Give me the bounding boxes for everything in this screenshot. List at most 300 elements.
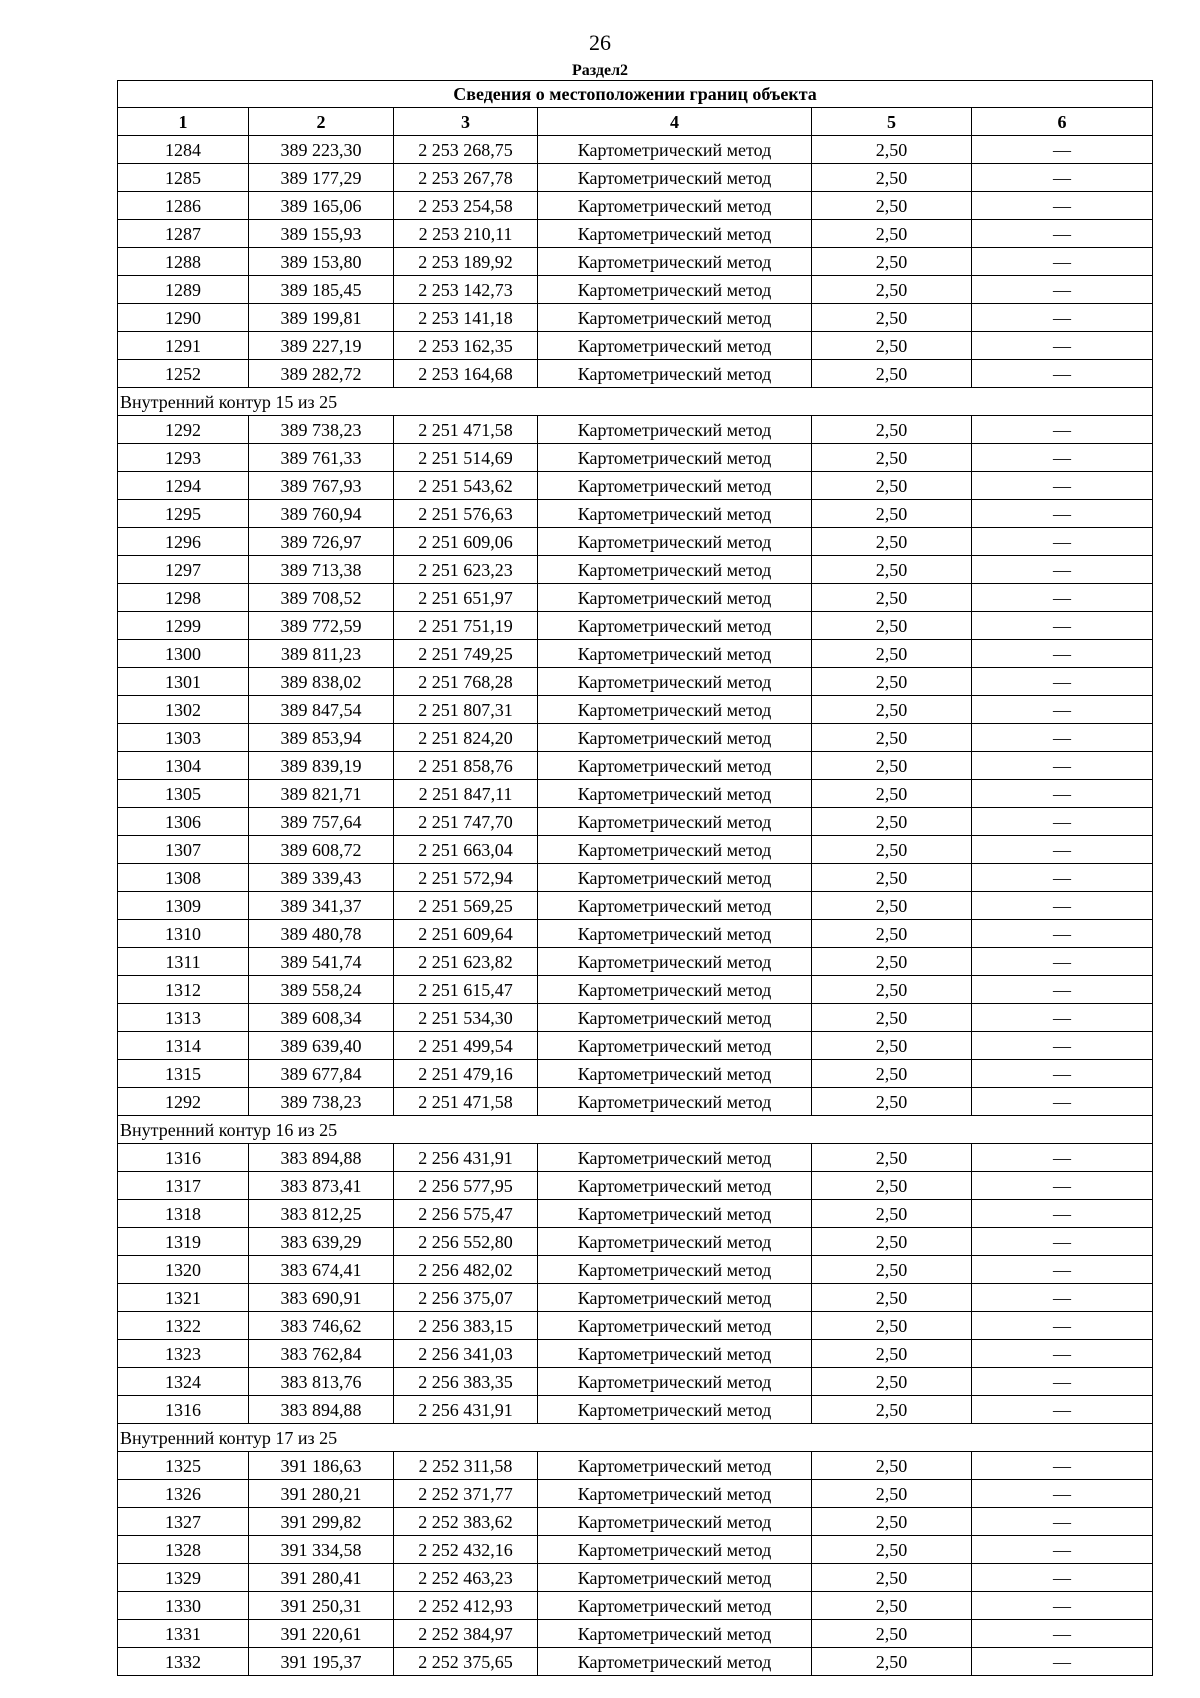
x-coordinate-cell: 389 757,64 — [249, 808, 394, 836]
x-coordinate-cell: 389 227,19 — [249, 332, 394, 360]
y-coordinate-cell: 2 253 254,58 — [394, 192, 538, 220]
accuracy-cell: 2,50 — [812, 136, 972, 164]
table-row — [118, 1256, 1153, 1284]
table-row — [118, 1564, 1153, 1592]
x-coordinate-cell: 383 813,76 — [249, 1368, 394, 1396]
point-number-cell: 1303 — [118, 724, 249, 752]
table-row — [118, 276, 1153, 304]
y-coordinate-cell: 2 252 463,23 — [394, 1564, 538, 1592]
x-coordinate-cell: 389 155,93 — [249, 220, 394, 248]
y-coordinate-cell: 2 251 623,23 — [394, 556, 538, 584]
description-cell: — — [972, 1144, 1153, 1172]
y-coordinate-cell: 2 251 471,58 — [394, 416, 538, 444]
x-coordinate-cell: 391 250,31 — [249, 1592, 394, 1620]
y-coordinate-cell: 2 251 747,70 — [394, 808, 538, 836]
point-number-cell: 1299 — [118, 612, 249, 640]
point-number-cell: 1300 — [118, 640, 249, 668]
boundary-table — [117, 80, 1153, 1676]
table-row — [118, 668, 1153, 696]
table-row — [118, 332, 1153, 360]
y-coordinate-cell: 2 256 341,03 — [394, 1340, 538, 1368]
y-coordinate-cell: 2 251 609,64 — [394, 920, 538, 948]
column-number: 1 — [118, 108, 249, 136]
y-coordinate-cell: 2 253 142,73 — [394, 276, 538, 304]
accuracy-cell: 2,50 — [812, 304, 972, 332]
method-cell: Картометрический метод — [538, 1340, 812, 1368]
method-cell: Картометрический метод — [538, 472, 812, 500]
method-cell: Картометрический метод — [538, 1032, 812, 1060]
accuracy-cell: 2,50 — [812, 276, 972, 304]
method-cell: Картометрический метод — [538, 1088, 812, 1116]
point-number-cell: 1329 — [118, 1564, 249, 1592]
accuracy-cell: 2,50 — [812, 808, 972, 836]
accuracy-cell: 2,50 — [812, 780, 972, 808]
method-cell: Картометрический метод — [538, 136, 812, 164]
accuracy-cell: 2,50 — [812, 640, 972, 668]
point-number-cell: 1316 — [118, 1144, 249, 1172]
accuracy-cell: 2,50 — [812, 1144, 972, 1172]
accuracy-cell: 2,50 — [812, 1200, 972, 1228]
table-caption: Сведения о местоположении границ объекта — [118, 81, 1153, 108]
description-cell: — — [972, 304, 1153, 332]
table-row — [118, 1396, 1153, 1424]
method-cell: Картометрический метод — [538, 1620, 812, 1648]
point-number-cell: 1308 — [118, 864, 249, 892]
x-coordinate-cell: 389 761,33 — [249, 444, 394, 472]
accuracy-cell: 2,50 — [812, 444, 972, 472]
method-cell: Картометрический метод — [538, 780, 812, 808]
description-cell: — — [972, 1088, 1153, 1116]
accuracy-cell: 2,50 — [812, 668, 972, 696]
x-coordinate-cell: 383 894,88 — [249, 1396, 394, 1424]
y-coordinate-cell: 2 251 615,47 — [394, 976, 538, 1004]
description-cell: — — [972, 1620, 1153, 1648]
x-coordinate-cell: 391 195,37 — [249, 1648, 394, 1676]
table-row — [118, 1508, 1153, 1536]
accuracy-cell: 2,50 — [812, 500, 972, 528]
x-coordinate-cell: 389 165,06 — [249, 192, 394, 220]
y-coordinate-cell: 2 251 858,76 — [394, 752, 538, 780]
description-cell: — — [972, 1648, 1153, 1676]
accuracy-cell: 2,50 — [812, 472, 972, 500]
table-row — [118, 248, 1153, 276]
point-number-cell: 1285 — [118, 164, 249, 192]
column-number: 6 — [972, 108, 1153, 136]
method-cell: Картометрический метод — [538, 1004, 812, 1032]
table-row — [118, 976, 1153, 1004]
y-coordinate-cell: 2 252 432,16 — [394, 1536, 538, 1564]
x-coordinate-cell: 383 894,88 — [249, 1144, 394, 1172]
point-number-cell: 1302 — [118, 696, 249, 724]
point-number-cell: 1328 — [118, 1536, 249, 1564]
method-cell: Картометрический метод — [538, 360, 812, 388]
point-number-cell: 1286 — [118, 192, 249, 220]
table-row — [118, 1592, 1153, 1620]
point-number-cell: 1292 — [118, 416, 249, 444]
x-coordinate-cell: 391 220,61 — [249, 1620, 394, 1648]
y-coordinate-cell: 2 251 768,28 — [394, 668, 538, 696]
method-cell: Картометрический метод — [538, 248, 812, 276]
accuracy-cell: 2,50 — [812, 864, 972, 892]
description-cell: — — [972, 1480, 1153, 1508]
accuracy-cell: 2,50 — [812, 1004, 972, 1032]
point-number-cell: 1305 — [118, 780, 249, 808]
point-number-cell: 1297 — [118, 556, 249, 584]
y-coordinate-cell: 2 251 479,16 — [394, 1060, 538, 1088]
x-coordinate-cell: 389 608,34 — [249, 1004, 394, 1032]
y-coordinate-cell: 2 251 572,94 — [394, 864, 538, 892]
x-coordinate-cell: 383 690,91 — [249, 1284, 394, 1312]
accuracy-cell: 2,50 — [812, 976, 972, 1004]
description-cell: — — [972, 892, 1153, 920]
accuracy-cell: 2,50 — [812, 724, 972, 752]
y-coordinate-cell: 2 251 824,20 — [394, 724, 538, 752]
method-cell: Картометрический метод — [538, 752, 812, 780]
table-row — [118, 892, 1153, 920]
accuracy-cell: 2,50 — [812, 1172, 972, 1200]
y-coordinate-cell: 2 251 576,63 — [394, 500, 538, 528]
table-row — [118, 584, 1153, 612]
point-number-cell: 1292 — [118, 1088, 249, 1116]
x-coordinate-cell: 389 541,74 — [249, 948, 394, 976]
point-number-cell: 1289 — [118, 276, 249, 304]
method-cell: Картометрический метод — [538, 1564, 812, 1592]
point-number-cell: 1332 — [118, 1648, 249, 1676]
method-cell: Картометрический метод — [538, 724, 812, 752]
y-coordinate-cell: 2 251 471,58 — [394, 1088, 538, 1116]
table-row — [118, 1144, 1153, 1172]
table-row — [118, 1368, 1153, 1396]
x-coordinate-cell: 391 280,41 — [249, 1564, 394, 1592]
table-caption-row — [118, 81, 1153, 108]
column-number: 5 — [812, 108, 972, 136]
column-number: 3 — [394, 108, 538, 136]
y-coordinate-cell: 2 252 371,77 — [394, 1480, 538, 1508]
method-cell: Картометрический метод — [538, 920, 812, 948]
point-number-cell: 1322 — [118, 1312, 249, 1340]
method-cell: Картометрический метод — [538, 976, 812, 1004]
table-row — [118, 1452, 1153, 1480]
point-number-cell: 1320 — [118, 1256, 249, 1284]
method-cell: Картометрический метод — [538, 1312, 812, 1340]
point-number-cell: 1288 — [118, 248, 249, 276]
description-cell: — — [972, 1200, 1153, 1228]
y-coordinate-cell: 2 251 569,25 — [394, 892, 538, 920]
method-cell: Картометрический метод — [538, 1200, 812, 1228]
point-number-cell: 1252 — [118, 360, 249, 388]
description-cell: — — [972, 1592, 1153, 1620]
accuracy-cell: 2,50 — [812, 1592, 972, 1620]
accuracy-cell: 2,50 — [812, 1452, 972, 1480]
description-cell: — — [972, 248, 1153, 276]
accuracy-cell: 2,50 — [812, 164, 972, 192]
x-coordinate-cell: 391 186,63 — [249, 1452, 394, 1480]
accuracy-cell: 2,50 — [812, 1508, 972, 1536]
description-cell: — — [972, 864, 1153, 892]
x-coordinate-cell: 389 177,29 — [249, 164, 394, 192]
table-row — [118, 1088, 1153, 1116]
description-cell: — — [972, 808, 1153, 836]
description-cell: — — [972, 780, 1153, 808]
x-coordinate-cell: 389 738,23 — [249, 416, 394, 444]
description-cell: — — [972, 1256, 1153, 1284]
column-number: 4 — [538, 108, 812, 136]
accuracy-cell: 2,50 — [812, 528, 972, 556]
accuracy-cell: 2,50 — [812, 416, 972, 444]
y-coordinate-cell: 2 256 383,35 — [394, 1368, 538, 1396]
x-coordinate-cell: 383 812,25 — [249, 1200, 394, 1228]
x-coordinate-cell: 389 639,40 — [249, 1032, 394, 1060]
description-cell: — — [972, 640, 1153, 668]
description-cell: — — [972, 1340, 1153, 1368]
point-number-cell: 1301 — [118, 668, 249, 696]
x-coordinate-cell: 389 199,81 — [249, 304, 394, 332]
y-coordinate-cell: 2 252 311,58 — [394, 1452, 538, 1480]
description-cell: — — [972, 444, 1153, 472]
table-row — [118, 1284, 1153, 1312]
point-number-cell: 1324 — [118, 1368, 249, 1396]
y-coordinate-cell: 2 251 751,19 — [394, 612, 538, 640]
y-coordinate-cell: 2 253 162,35 — [394, 332, 538, 360]
point-number-cell: 1318 — [118, 1200, 249, 1228]
point-number-cell: 1306 — [118, 808, 249, 836]
accuracy-cell: 2,50 — [812, 584, 972, 612]
description-cell: — — [972, 976, 1153, 1004]
description-cell: — — [972, 220, 1153, 248]
description-cell: — — [972, 1312, 1153, 1340]
point-number-cell: 1304 — [118, 752, 249, 780]
x-coordinate-cell: 389 480,78 — [249, 920, 394, 948]
y-coordinate-cell: 2 251 623,82 — [394, 948, 538, 976]
point-number-cell: 1317 — [118, 1172, 249, 1200]
y-coordinate-cell: 2 253 268,75 — [394, 136, 538, 164]
method-cell: Картометрический метод — [538, 444, 812, 472]
accuracy-cell: 2,50 — [812, 248, 972, 276]
table-row — [118, 864, 1153, 892]
point-number-cell: 1323 — [118, 1340, 249, 1368]
description-cell: — — [972, 332, 1153, 360]
method-cell: Картометрический метод — [538, 416, 812, 444]
accuracy-cell: 2,50 — [812, 1480, 972, 1508]
y-coordinate-cell: 2 256 431,91 — [394, 1144, 538, 1172]
x-coordinate-cell: 389 339,43 — [249, 864, 394, 892]
table-row — [118, 724, 1153, 752]
accuracy-cell: 2,50 — [812, 1060, 972, 1088]
accuracy-cell: 2,50 — [812, 836, 972, 864]
description-cell: — — [972, 1032, 1153, 1060]
table-row — [118, 1004, 1153, 1032]
description-cell: — — [972, 1368, 1153, 1396]
table-row — [118, 808, 1153, 836]
column-number-row — [118, 108, 1153, 136]
point-number-cell: 1314 — [118, 1032, 249, 1060]
x-coordinate-cell: 389 282,72 — [249, 360, 394, 388]
description-cell: — — [972, 696, 1153, 724]
method-cell: Картометрический метод — [538, 1060, 812, 1088]
point-number-cell: 1291 — [118, 332, 249, 360]
accuracy-cell: 2,50 — [812, 1312, 972, 1340]
table-row — [118, 780, 1153, 808]
point-number-cell: 1327 — [118, 1508, 249, 1536]
accuracy-cell: 2,50 — [812, 332, 972, 360]
description-cell: — — [972, 724, 1153, 752]
table-row — [118, 136, 1153, 164]
method-cell: Картометрический метод — [538, 164, 812, 192]
y-coordinate-cell: 2 256 577,95 — [394, 1172, 538, 1200]
method-cell: Картометрический метод — [538, 528, 812, 556]
table-row — [118, 1060, 1153, 1088]
point-number-cell: 1312 — [118, 976, 249, 1004]
description-cell: — — [972, 416, 1153, 444]
method-cell: Картометрический метод — [538, 892, 812, 920]
point-number-cell: 1310 — [118, 920, 249, 948]
point-number-cell: 1319 — [118, 1228, 249, 1256]
method-cell: Картометрический метод — [538, 696, 812, 724]
x-coordinate-cell: 391 280,21 — [249, 1480, 394, 1508]
x-coordinate-cell: 389 853,94 — [249, 724, 394, 752]
table-row — [118, 528, 1153, 556]
contour-header-row — [118, 1116, 1153, 1144]
y-coordinate-cell: 2 251 749,25 — [394, 640, 538, 668]
accuracy-cell: 2,50 — [812, 612, 972, 640]
table-row — [118, 836, 1153, 864]
description-cell: — — [972, 164, 1153, 192]
method-cell: Картометрический метод — [538, 1368, 812, 1396]
method-cell: Картометрический метод — [538, 1172, 812, 1200]
method-cell: Картометрический метод — [538, 1592, 812, 1620]
table-row — [118, 444, 1153, 472]
x-coordinate-cell: 389 772,59 — [249, 612, 394, 640]
table-row — [118, 1228, 1153, 1256]
x-coordinate-cell: 383 746,62 — [249, 1312, 394, 1340]
x-coordinate-cell: 383 873,41 — [249, 1172, 394, 1200]
y-coordinate-cell: 2 252 412,93 — [394, 1592, 538, 1620]
accuracy-cell: 2,50 — [812, 1396, 972, 1424]
y-coordinate-cell: 2 251 847,11 — [394, 780, 538, 808]
accuracy-cell: 2,50 — [812, 1284, 972, 1312]
y-coordinate-cell: 2 252 384,97 — [394, 1620, 538, 1648]
description-cell: — — [972, 556, 1153, 584]
x-coordinate-cell: 389 713,38 — [249, 556, 394, 584]
y-coordinate-cell: 2 251 514,69 — [394, 444, 538, 472]
method-cell: Картометрический метод — [538, 1396, 812, 1424]
table-row — [118, 472, 1153, 500]
method-cell: Картометрический метод — [538, 1452, 812, 1480]
table-row — [118, 1172, 1153, 1200]
table-row — [118, 304, 1153, 332]
point-number-cell: 1296 — [118, 528, 249, 556]
y-coordinate-cell: 2 251 609,06 — [394, 528, 538, 556]
y-coordinate-cell: 2 251 543,62 — [394, 472, 538, 500]
method-cell: Картометрический метод — [538, 640, 812, 668]
description-cell: — — [972, 752, 1153, 780]
description-cell: — — [972, 1508, 1153, 1536]
x-coordinate-cell: 389 153,80 — [249, 248, 394, 276]
table-row — [118, 192, 1153, 220]
method-cell: Картометрический метод — [538, 668, 812, 696]
description-cell: — — [972, 192, 1153, 220]
x-coordinate-cell: 389 821,71 — [249, 780, 394, 808]
section-title: Раздел2 — [571, 62, 629, 79]
point-number-cell: 1330 — [118, 1592, 249, 1620]
point-number-cell: 1294 — [118, 472, 249, 500]
table-row — [118, 1200, 1153, 1228]
point-number-cell: 1331 — [118, 1620, 249, 1648]
table-row — [118, 164, 1153, 192]
description-cell: — — [972, 1284, 1153, 1312]
accuracy-cell: 2,50 — [812, 696, 972, 724]
accuracy-cell: 2,50 — [812, 1032, 972, 1060]
method-cell: Картометрический метод — [538, 1648, 812, 1676]
description-cell: — — [972, 500, 1153, 528]
y-coordinate-cell: 2 256 375,07 — [394, 1284, 538, 1312]
y-coordinate-cell: 2 256 482,02 — [394, 1256, 538, 1284]
point-number-cell: 1316 — [118, 1396, 249, 1424]
y-coordinate-cell: 2 256 575,47 — [394, 1200, 538, 1228]
x-coordinate-cell: 383 639,29 — [249, 1228, 394, 1256]
y-coordinate-cell: 2 252 383,62 — [394, 1508, 538, 1536]
method-cell: Картометрический метод — [538, 304, 812, 332]
description-cell: — — [972, 1172, 1153, 1200]
accuracy-cell: 2,50 — [812, 1564, 972, 1592]
method-cell: Картометрический метод — [538, 836, 812, 864]
method-cell: Картометрический метод — [538, 332, 812, 360]
accuracy-cell: 2,50 — [812, 220, 972, 248]
table-row — [118, 1312, 1153, 1340]
method-cell: Картометрический метод — [538, 556, 812, 584]
accuracy-cell: 2,50 — [812, 1088, 972, 1116]
table-row — [118, 920, 1153, 948]
description-cell: — — [972, 1004, 1153, 1032]
table-row — [118, 640, 1153, 668]
method-cell: Картометрический метод — [538, 948, 812, 976]
x-coordinate-cell: 389 677,84 — [249, 1060, 394, 1088]
x-coordinate-cell: 389 760,94 — [249, 500, 394, 528]
method-cell: Картометрический метод — [538, 276, 812, 304]
y-coordinate-cell: 2 253 267,78 — [394, 164, 538, 192]
table-row — [118, 1032, 1153, 1060]
x-coordinate-cell: 389 608,72 — [249, 836, 394, 864]
table-row — [118, 360, 1153, 388]
accuracy-cell: 2,50 — [812, 1340, 972, 1368]
point-number-cell: 1298 — [118, 584, 249, 612]
description-cell: — — [972, 528, 1153, 556]
y-coordinate-cell: 2 253 164,68 — [394, 360, 538, 388]
point-number-cell: 1307 — [118, 836, 249, 864]
method-cell: Картометрический метод — [538, 584, 812, 612]
table-row — [118, 416, 1153, 444]
description-cell: — — [972, 276, 1153, 304]
x-coordinate-cell: 389 811,23 — [249, 640, 394, 668]
description-cell: — — [972, 948, 1153, 976]
y-coordinate-cell: 2 251 651,97 — [394, 584, 538, 612]
accuracy-cell: 2,50 — [812, 1368, 972, 1396]
y-coordinate-cell: 2 256 431,91 — [394, 1396, 538, 1424]
x-coordinate-cell: 389 708,52 — [249, 584, 394, 612]
y-coordinate-cell: 2 253 189,92 — [394, 248, 538, 276]
description-cell: — — [972, 584, 1153, 612]
point-number-cell: 1326 — [118, 1480, 249, 1508]
table-row — [118, 220, 1153, 248]
method-cell: Картометрический метод — [538, 1228, 812, 1256]
y-coordinate-cell: 2 253 141,18 — [394, 304, 538, 332]
x-coordinate-cell: 391 299,82 — [249, 1508, 394, 1536]
description-cell: — — [972, 1396, 1153, 1424]
point-number-cell: 1315 — [118, 1060, 249, 1088]
x-coordinate-cell: 389 185,45 — [249, 276, 394, 304]
point-number-cell: 1321 — [118, 1284, 249, 1312]
table-row — [118, 612, 1153, 640]
